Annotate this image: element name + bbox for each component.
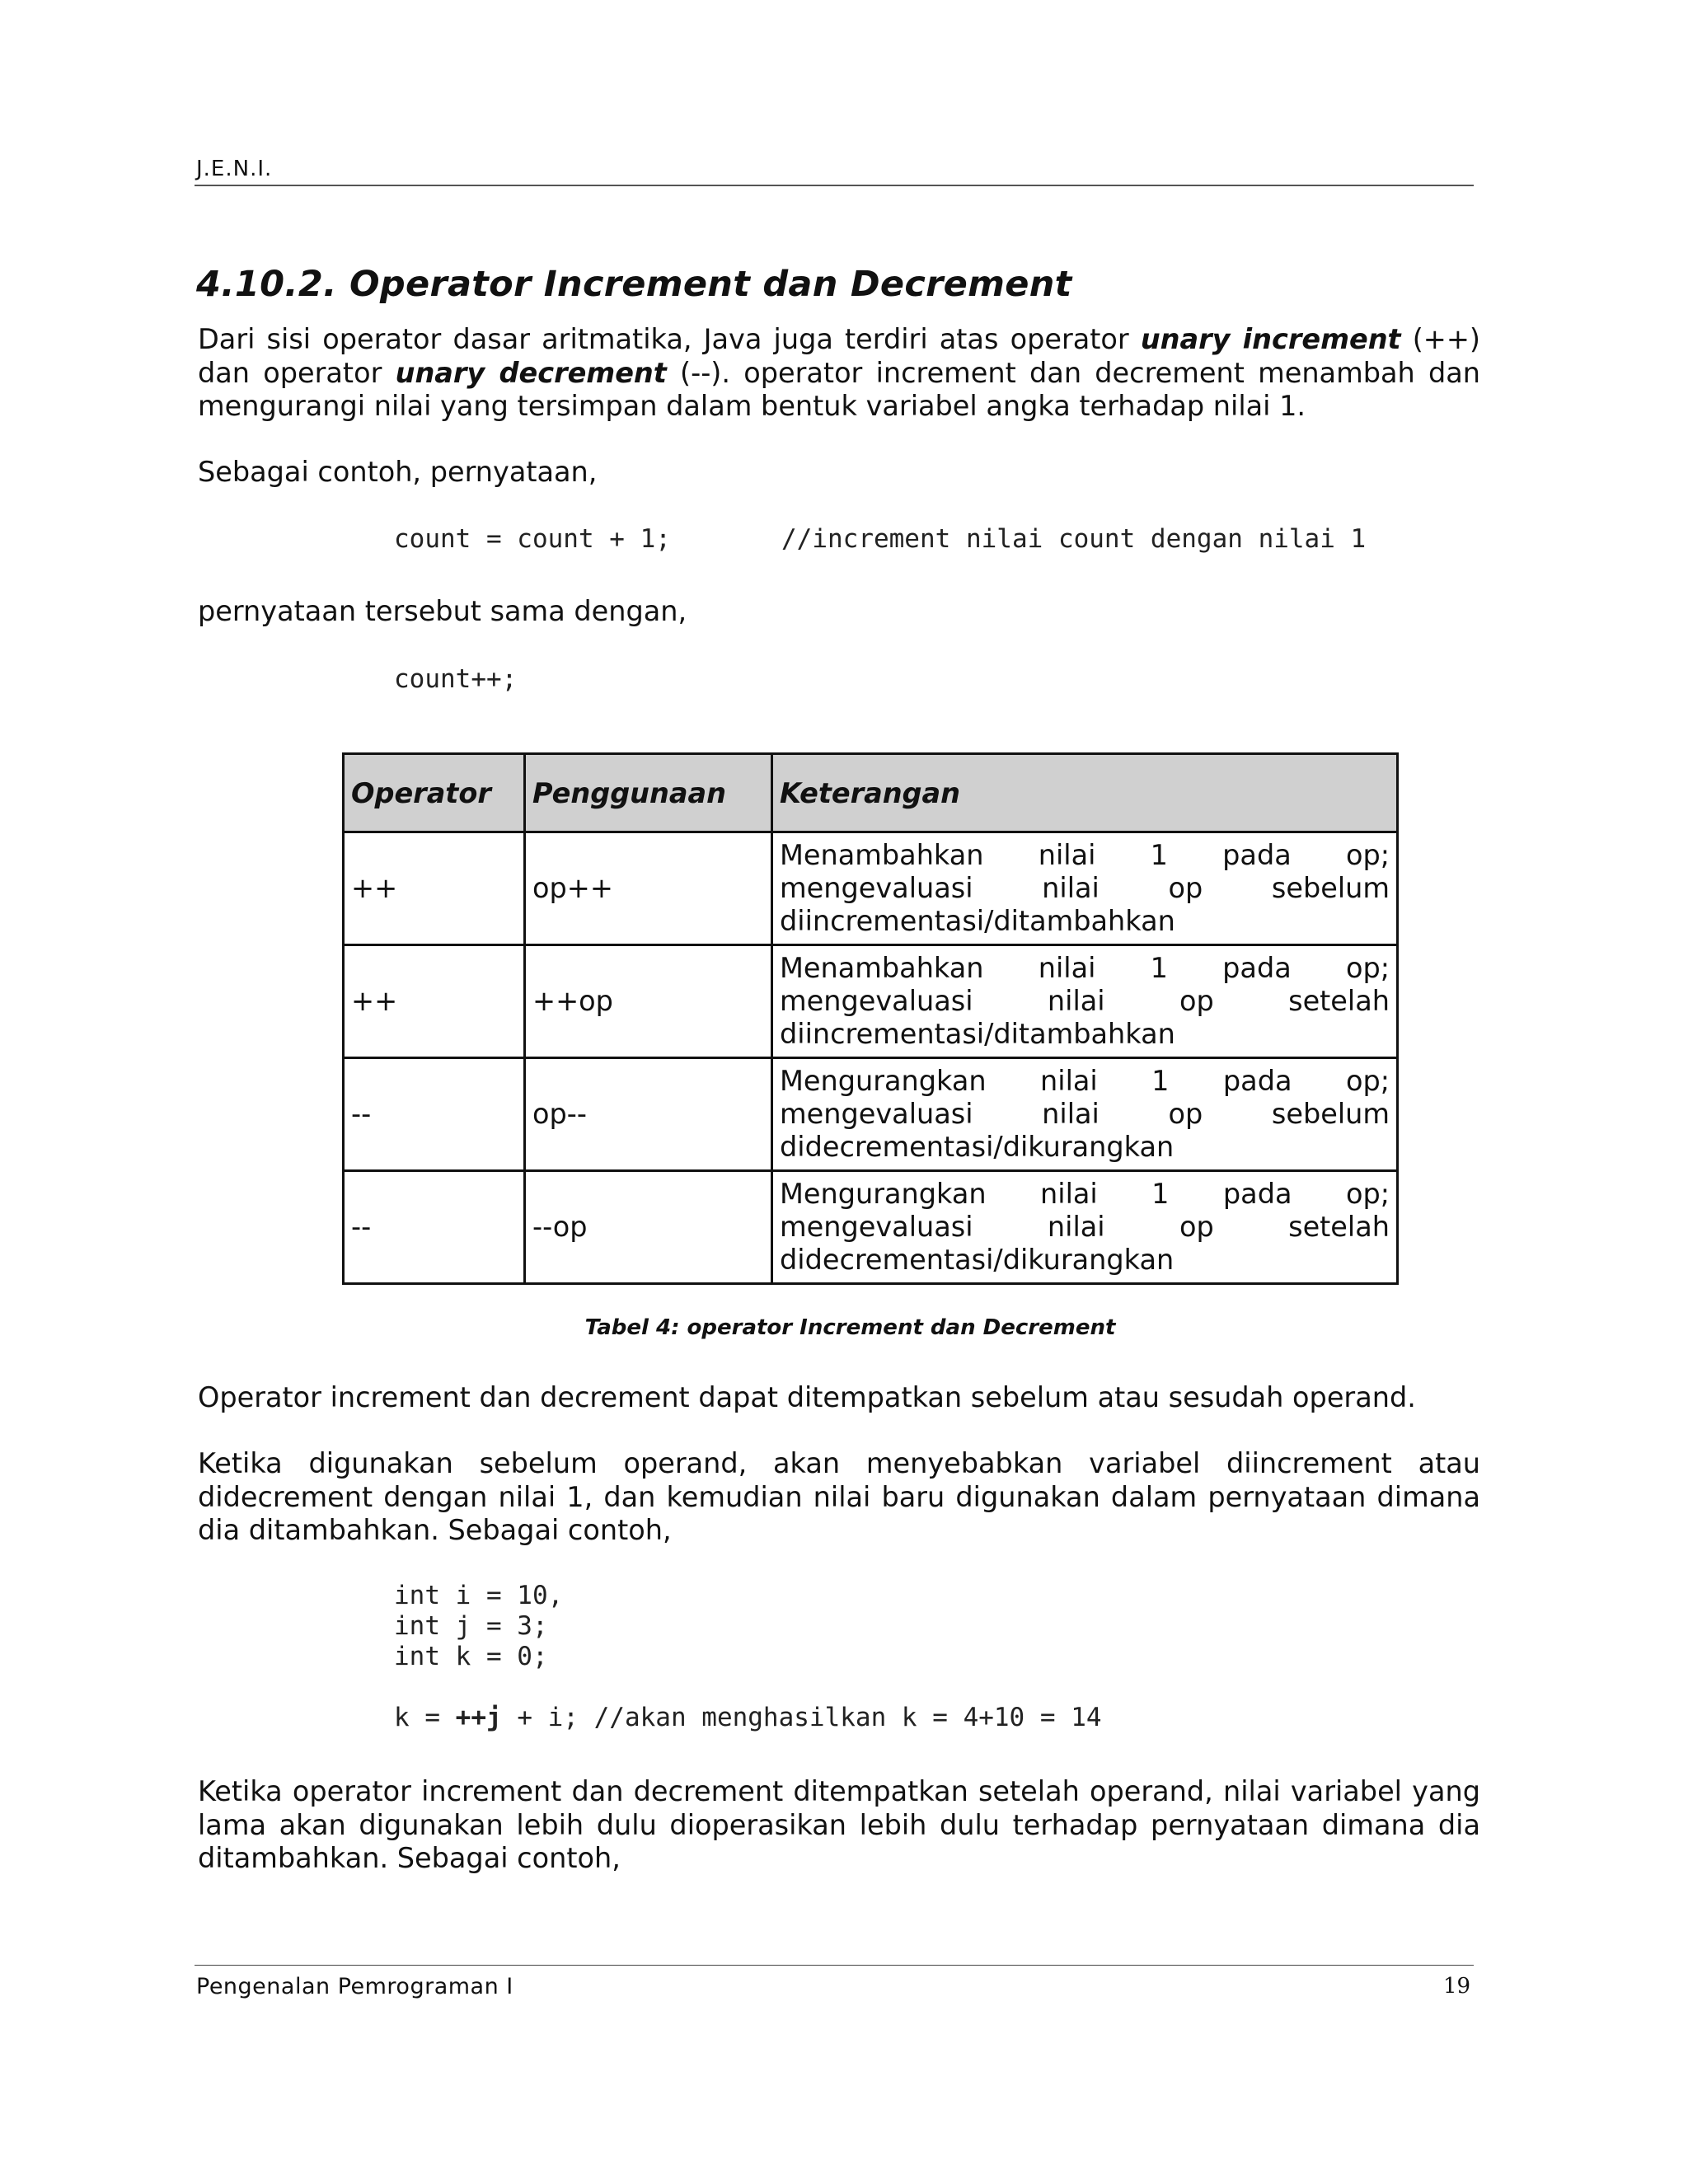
code-k-assignment: k = ++j + i; //akan menghasilkan k = 4+10 = 14: [394, 1703, 1102, 1732]
cell-usage: op--: [525, 1058, 772, 1171]
code-int-i: int i = 10,: [394, 1581, 564, 1610]
cell-usage: --op: [525, 1171, 772, 1284]
intro-paragraph: [198, 323, 1480, 424]
cell-usage: ++op: [525, 945, 772, 1058]
intro-line-3: mengurangi nilai yang tersimpan dalam bentuk variabel angka terhadap nilai 1.: [198, 390, 1306, 422]
term-unary-decrement: unary decrement: [395, 356, 667, 389]
code-statement-1: count = count + 1;: [394, 524, 671, 554]
cell-description: Mengurangkan nilai 1 pada op; mengevaluasi nilai op sebelum didecrementasi/dikurangkan: [772, 1058, 1398, 1171]
page-number: 19: [1443, 1974, 1471, 1999]
section-heading: 4.10.2. Operator Increment dan Decrement: [196, 264, 1072, 305]
header-rule: [195, 185, 1474, 186]
header-description: Keterangan: [772, 754, 1398, 832]
same-as-text: pernyataan tersebut sama dengan,: [198, 595, 687, 627]
cell-operator: ++: [344, 832, 525, 945]
table-row: [344, 945, 1398, 1058]
cell-usage: op++: [525, 832, 772, 945]
operator-table: [342, 752, 1399, 1285]
table-row: [344, 832, 1398, 945]
placement-paragraph: Operator increment dan decrement dapat ditempatkan sebelum atau sesudah operand.: [198, 1381, 1416, 1413]
after-operand-paragraph: Ketika operator increment dan decrement ditempatkan setelah operand, nilai variabel yang lama akan digunakan lebih dulu dioperasikan lebih dulu terhadap pernyataan dimana dia ditambahkan. Sebagai contoh,: [198, 1775, 1480, 1874]
code-int-j: int j = 3;: [394, 1611, 548, 1641]
cell-operator: --: [344, 1058, 525, 1171]
table-row: [344, 1058, 1398, 1171]
table-row: [344, 1171, 1398, 1284]
footer-rule: [195, 1965, 1474, 1966]
term-unary-increment: unary increment: [1140, 323, 1401, 355]
before-operand-paragraph: Ketika digunakan sebelum operand, akan menyebabkan variabel diincrement atau didecrement dengan nilai 1, dan kemudian nilai baru digunakan dalam pernyataan dimana dia ditambahkan. Sebagai contoh,: [198, 1447, 1480, 1546]
code-comment-1: //increment nilai count dengan nilai 1: [781, 524, 1367, 554]
code-pre-increment: ++j: [455, 1703, 502, 1732]
cell-operator: --: [344, 1171, 525, 1284]
cell-description: Menambahkan nilai 1 pada op; mengevaluasi nilai op setelah diincrementasi/ditambahkan: [772, 945, 1398, 1058]
table-caption: Tabel 4: operator Increment dan Decrement: [584, 1315, 1116, 1340]
example-intro: Sebagai contoh, pernyataan,: [198, 456, 598, 488]
footer-book-title: Pengenalan Pemrograman I: [196, 1974, 513, 1999]
header-title: J.E.N.I.: [196, 157, 273, 181]
code-count-increment: count++;: [394, 664, 518, 694]
cell-description: Mengurangkan nilai 1 pada op; mengevaluasi nilai op setelah didecrementasi/dikurangkan: [772, 1171, 1398, 1284]
intro-line-2: dan operator unary decrement (--). operator increment dan decrement menambah dan: [198, 356, 1481, 389]
header-usage: Penggunaan: [525, 754, 772, 832]
intro-line-1: Dari sisi operator dasar aritmatika, Java juga terdiri atas operator unary increment (++): [198, 323, 1480, 355]
table-header-row: [344, 754, 1398, 832]
code-int-k: int k = 0;: [394, 1642, 548, 1671]
cell-operator: ++: [344, 945, 525, 1058]
header-operator: Operator: [344, 754, 525, 832]
cell-description: Menambahkan nilai 1 pada op; mengevaluasi nilai op sebelum diincrementasi/ditambahkan: [772, 832, 1398, 945]
